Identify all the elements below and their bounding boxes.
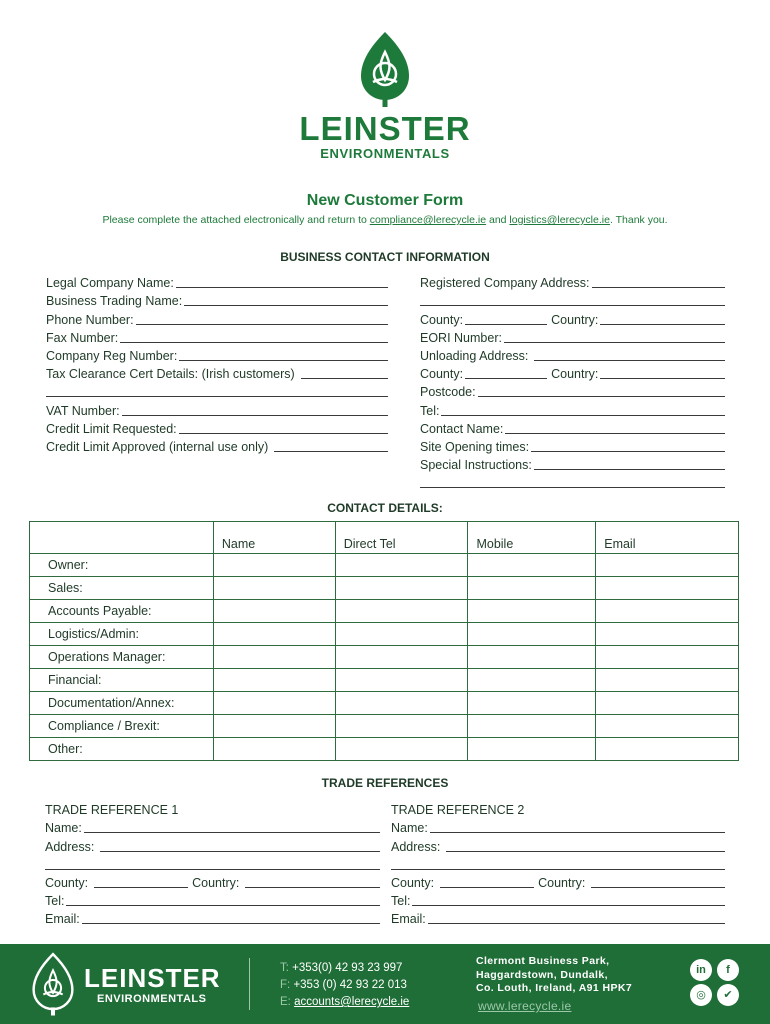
special-row xyxy=(420,454,725,472)
tel-label: Tel: xyxy=(420,403,440,418)
intro-before: Please complete the attached electronically and return to xyxy=(102,214,370,226)
table-cell-input[interactable] xyxy=(596,623,739,646)
tr2-email-field[interactable] xyxy=(428,911,725,924)
table-cell-input[interactable] xyxy=(468,646,596,669)
county-field[interactable] xyxy=(465,312,547,325)
country-label: Country: xyxy=(551,312,599,327)
tax-clearance-row xyxy=(46,363,388,381)
country-field[interactable] xyxy=(600,312,725,325)
column-header: Direct Tel xyxy=(335,522,468,554)
table-cell-input[interactable] xyxy=(468,669,596,692)
row-label: Other: xyxy=(30,738,214,761)
table-cell-input[interactable] xyxy=(596,715,739,738)
table-row xyxy=(30,623,739,646)
leaf-logo-icon xyxy=(359,30,411,108)
tr2-county-label: County: xyxy=(391,875,435,890)
company-reg-label: Company Reg Number: xyxy=(46,348,178,363)
footer-email-line xyxy=(280,994,409,1011)
tr1-address-row xyxy=(45,835,380,853)
row-label: Operations Manager: xyxy=(30,646,214,669)
facebook-icon[interactable]: f xyxy=(717,959,739,981)
tax-clearance-label: Tax Clearance Cert Details: (Irish customers) xyxy=(46,367,295,382)
trading-name-label: Business Trading Name: xyxy=(46,294,183,309)
tel-row xyxy=(420,399,725,417)
tax-clearance-row-2 xyxy=(46,381,388,399)
table-row xyxy=(30,738,739,761)
registered-address-label: Registered Company Address: xyxy=(420,276,590,291)
tr1-county-row xyxy=(45,872,380,890)
table-cell-input[interactable] xyxy=(596,577,739,600)
row-label: Sales: xyxy=(30,577,214,600)
tr1-email-label: Email: xyxy=(45,912,80,927)
eori-row xyxy=(420,327,725,345)
tr2-address-field-2[interactable] xyxy=(391,857,725,870)
footer-divider xyxy=(249,958,250,1010)
tr1-country-field[interactable] xyxy=(245,875,380,888)
registered-address-row-2 xyxy=(420,290,725,308)
table-cell-input[interactable] xyxy=(213,715,335,738)
tr1-address-field-2[interactable] xyxy=(45,857,380,870)
tr1-address-field[interactable] xyxy=(100,839,380,852)
company-reg-row xyxy=(46,345,388,363)
vat-row xyxy=(46,399,388,417)
special-label: Special Instructions: xyxy=(420,458,532,473)
business-right-column xyxy=(420,272,725,490)
table-cell-input[interactable] xyxy=(468,738,596,761)
footer-fax-key: F: xyxy=(280,979,291,991)
table-row xyxy=(30,554,739,577)
table-cell-input[interactable] xyxy=(596,692,739,715)
tr1-email-field[interactable] xyxy=(82,911,380,924)
unloading-label: Unloading Address: xyxy=(420,348,529,363)
table-cell-input[interactable] xyxy=(335,738,468,761)
contact-details-title: CONTACT DETAILS: xyxy=(327,501,443,515)
tr1-name-row xyxy=(45,817,380,835)
footer-tel-line xyxy=(280,960,409,977)
company-reg-field[interactable] xyxy=(179,348,388,361)
tr1-tel-label: Tel: xyxy=(45,894,65,909)
contact-rows xyxy=(30,554,739,761)
table-cell-input[interactable] xyxy=(213,554,335,577)
table-cell-input[interactable] xyxy=(335,692,468,715)
tr2-tel-label: Tel: xyxy=(391,894,411,909)
row-label: Logistics/Admin: xyxy=(30,623,214,646)
site-opening-field[interactable] xyxy=(531,439,725,452)
tr2-name-field[interactable] xyxy=(430,820,725,833)
tr1-email-row xyxy=(45,908,380,926)
credit-approved-label: Credit Limit Approved (internal use only) xyxy=(46,439,269,454)
tr2-county-field[interactable] xyxy=(440,875,534,888)
table-cell-input[interactable] xyxy=(335,577,468,600)
footer-brand-subtitle: ENVIRONMENTALS xyxy=(97,993,207,1005)
row-label: Documentation/Annex: xyxy=(30,692,214,715)
column-header: Name xyxy=(213,522,335,554)
tr1-address-row-2 xyxy=(45,854,380,872)
table-cell-input[interactable] xyxy=(213,623,335,646)
tr2-address-row xyxy=(391,835,725,853)
footer-fax-line xyxy=(280,977,409,994)
tr1-country-label: Country: xyxy=(192,875,240,890)
tr2-name-row xyxy=(391,817,725,835)
phone-label: Phone Number: xyxy=(46,312,134,327)
tax-clearance-field-2[interactable] xyxy=(46,384,388,397)
legal-name-field[interactable] xyxy=(176,275,388,288)
vat-label: VAT Number: xyxy=(46,403,120,418)
table-header-row xyxy=(30,522,739,554)
phone-field[interactable] xyxy=(136,312,388,325)
tr1-county-field[interactable] xyxy=(94,875,188,888)
tr2-address-row-2 xyxy=(391,854,725,872)
credit-approved-field[interactable] xyxy=(274,439,388,452)
fax-label: Fax Number: xyxy=(46,330,119,345)
county-country-row-2 xyxy=(420,363,725,381)
eori-field[interactable] xyxy=(504,330,725,343)
intro-after: . Thank you. xyxy=(609,214,668,226)
compliance-email-link[interactable]: compliance@lerecycle.ie xyxy=(369,214,487,226)
linkedin-icon[interactable]: in xyxy=(690,959,712,981)
footer xyxy=(0,944,770,1024)
postcode-field[interactable] xyxy=(478,384,725,397)
footer-address-line: Co. Louth, Ireland, A91 HPK7 xyxy=(476,982,633,994)
unloading-row xyxy=(420,345,725,363)
county-label: County: xyxy=(420,312,464,327)
tr2-county-row xyxy=(391,872,725,890)
contact-name-field[interactable] xyxy=(505,421,725,434)
table-cell-input[interactable] xyxy=(468,715,596,738)
table-cell-input[interactable] xyxy=(596,669,739,692)
tr2-name-label: Name: xyxy=(391,821,428,836)
table-cell-input[interactable] xyxy=(335,600,468,623)
tr2-email-row xyxy=(391,908,725,926)
table-row xyxy=(30,600,739,623)
table-cell-input[interactable] xyxy=(213,738,335,761)
tr2-tel-field[interactable] xyxy=(412,893,725,906)
trading-name-row xyxy=(46,290,388,308)
special-field[interactable] xyxy=(534,457,725,470)
fax-row xyxy=(46,327,388,345)
tel-field[interactable] xyxy=(441,403,725,416)
legal-name-label: Legal Company Name: xyxy=(46,276,174,291)
tr1-tel-row xyxy=(45,890,380,908)
table-cell-input[interactable] xyxy=(468,623,596,646)
fax-field[interactable] xyxy=(120,330,388,343)
credit-approved-row xyxy=(46,436,388,454)
intro-text xyxy=(0,214,770,226)
site-opening-label: Site Opening times: xyxy=(420,439,530,454)
footer-fax: +353 (0) 42 93 22 013 xyxy=(293,979,407,991)
registered-address-field-2[interactable] xyxy=(420,293,725,306)
table-cell-input[interactable] xyxy=(335,554,468,577)
footer-address-line: Haggardstown, Dundalk, xyxy=(476,968,608,981)
table-cell-input[interactable] xyxy=(468,577,596,600)
table-cell-input[interactable] xyxy=(213,600,335,623)
trade-ref-2-title: TRADE REFERENCE 2 xyxy=(391,803,525,818)
column-header: Email xyxy=(596,522,739,554)
legal-name-row xyxy=(46,272,388,290)
table-cell-input[interactable] xyxy=(468,600,596,623)
tr1-address-label: Address: xyxy=(45,839,95,854)
country2-label: Country: xyxy=(551,367,599,382)
registered-address-field[interactable] xyxy=(592,275,725,288)
tr2-country-field[interactable] xyxy=(591,875,725,888)
twitter-icon[interactable]: ✔ xyxy=(717,984,739,1006)
credit-requested-row xyxy=(46,418,388,436)
footer-tel: +353(0) 42 93 23 997 xyxy=(292,962,403,974)
postcode-row xyxy=(420,381,725,399)
footer-leaf-logo-icon xyxy=(32,952,74,1016)
table-cell-input[interactable] xyxy=(213,692,335,715)
header-blank-cell xyxy=(30,522,214,554)
phone-row xyxy=(46,308,388,326)
logistics-email-link[interactable]: logistics@lerecycle.ie xyxy=(509,214,610,226)
table-row xyxy=(30,577,739,600)
vat-field[interactable] xyxy=(122,403,388,416)
table-row xyxy=(30,715,739,738)
tr1-county-label: County: xyxy=(45,875,89,890)
credit-requested-label: Credit Limit Requested: xyxy=(46,421,177,436)
instagram-icon[interactable]: ◎ xyxy=(690,984,712,1006)
table-cell-input[interactable] xyxy=(596,554,739,577)
country2-field[interactable] xyxy=(600,366,725,379)
county-country-row xyxy=(420,308,725,326)
table-cell-input[interactable] xyxy=(596,600,739,623)
tr2-address-field[interactable] xyxy=(446,839,725,852)
trade-reference-1 xyxy=(45,799,380,926)
trading-name-field[interactable] xyxy=(184,293,388,306)
eori-label: EORI Number: xyxy=(420,330,502,345)
header-logo xyxy=(0,30,770,162)
row-label: Compliance / Brexit: xyxy=(30,715,214,738)
tr1-tel-field[interactable] xyxy=(66,893,380,906)
table-cell-input[interactable] xyxy=(335,715,468,738)
postcode-label: Postcode: xyxy=(420,385,476,400)
trade-ref-1-title: TRADE REFERENCE 1 xyxy=(45,803,179,818)
brand-subtitle: ENVIRONMENTALS xyxy=(320,146,450,161)
tr2-country-label: Country: xyxy=(538,875,586,890)
footer-contact xyxy=(280,960,409,1011)
table-cell-input[interactable] xyxy=(335,669,468,692)
row-label: Accounts Payable: xyxy=(30,600,214,623)
table-cell-input[interactable] xyxy=(596,646,739,669)
brand-name: LEINSTER xyxy=(299,110,471,147)
site-opening-row xyxy=(420,436,725,454)
tr2-tel-row xyxy=(391,890,725,908)
tax-clearance-field[interactable] xyxy=(301,366,388,379)
unloading-field[interactable] xyxy=(534,348,725,361)
contact-name-label: Contact Name: xyxy=(420,421,504,436)
tr2-address-label: Address: xyxy=(391,839,441,854)
special-row-2 xyxy=(420,472,725,490)
trade-references-title: TRADE REFERENCES xyxy=(321,776,449,790)
table-cell-input[interactable] xyxy=(596,738,739,761)
table-cell-input[interactable] xyxy=(213,646,335,669)
tr1-name-field[interactable] xyxy=(84,820,380,833)
tr2-email-label: Email: xyxy=(391,912,426,927)
intro-and: and xyxy=(486,214,510,226)
row-label: Financial: xyxy=(30,669,214,692)
footer-address xyxy=(476,955,632,996)
credit-requested-field[interactable] xyxy=(179,421,388,434)
business-section-title: BUSINESS CONTACT INFORMATION xyxy=(280,250,490,264)
table-cell-input[interactable] xyxy=(468,554,596,577)
table-cell-input[interactable] xyxy=(213,577,335,600)
table-cell-input[interactable] xyxy=(335,623,468,646)
footer-tel-key: T: xyxy=(280,962,289,974)
footer-brand-name: LEINSTER xyxy=(84,963,221,993)
table-cell-input[interactable] xyxy=(468,692,596,715)
county2-label: County: xyxy=(420,367,464,382)
business-left-column xyxy=(46,272,388,454)
row-label: Owner: xyxy=(30,554,214,577)
form-title: New Customer Form xyxy=(306,192,464,209)
trade-reference-2 xyxy=(391,799,725,926)
table-cell-input[interactable] xyxy=(213,669,335,692)
county2-field[interactable] xyxy=(465,366,547,379)
table-row xyxy=(30,646,739,669)
footer-website-link[interactable]: www.lerecycle.ie xyxy=(478,999,572,1013)
contact-name-row xyxy=(420,418,725,436)
registered-address-row xyxy=(420,272,725,290)
special-field-2[interactable] xyxy=(420,475,725,488)
footer-address-line: Clermont Business Park, xyxy=(476,955,610,967)
footer-email-link[interactable]: accounts@lerecycle.ie xyxy=(294,996,410,1008)
tr1-name-label: Name: xyxy=(45,821,82,836)
table-row xyxy=(30,669,739,692)
table-cell-input[interactable] xyxy=(335,646,468,669)
table-row xyxy=(30,692,739,715)
contact-details-table xyxy=(29,521,739,761)
column-header: Mobile xyxy=(468,522,596,554)
footer-email-key: E: xyxy=(280,996,291,1008)
